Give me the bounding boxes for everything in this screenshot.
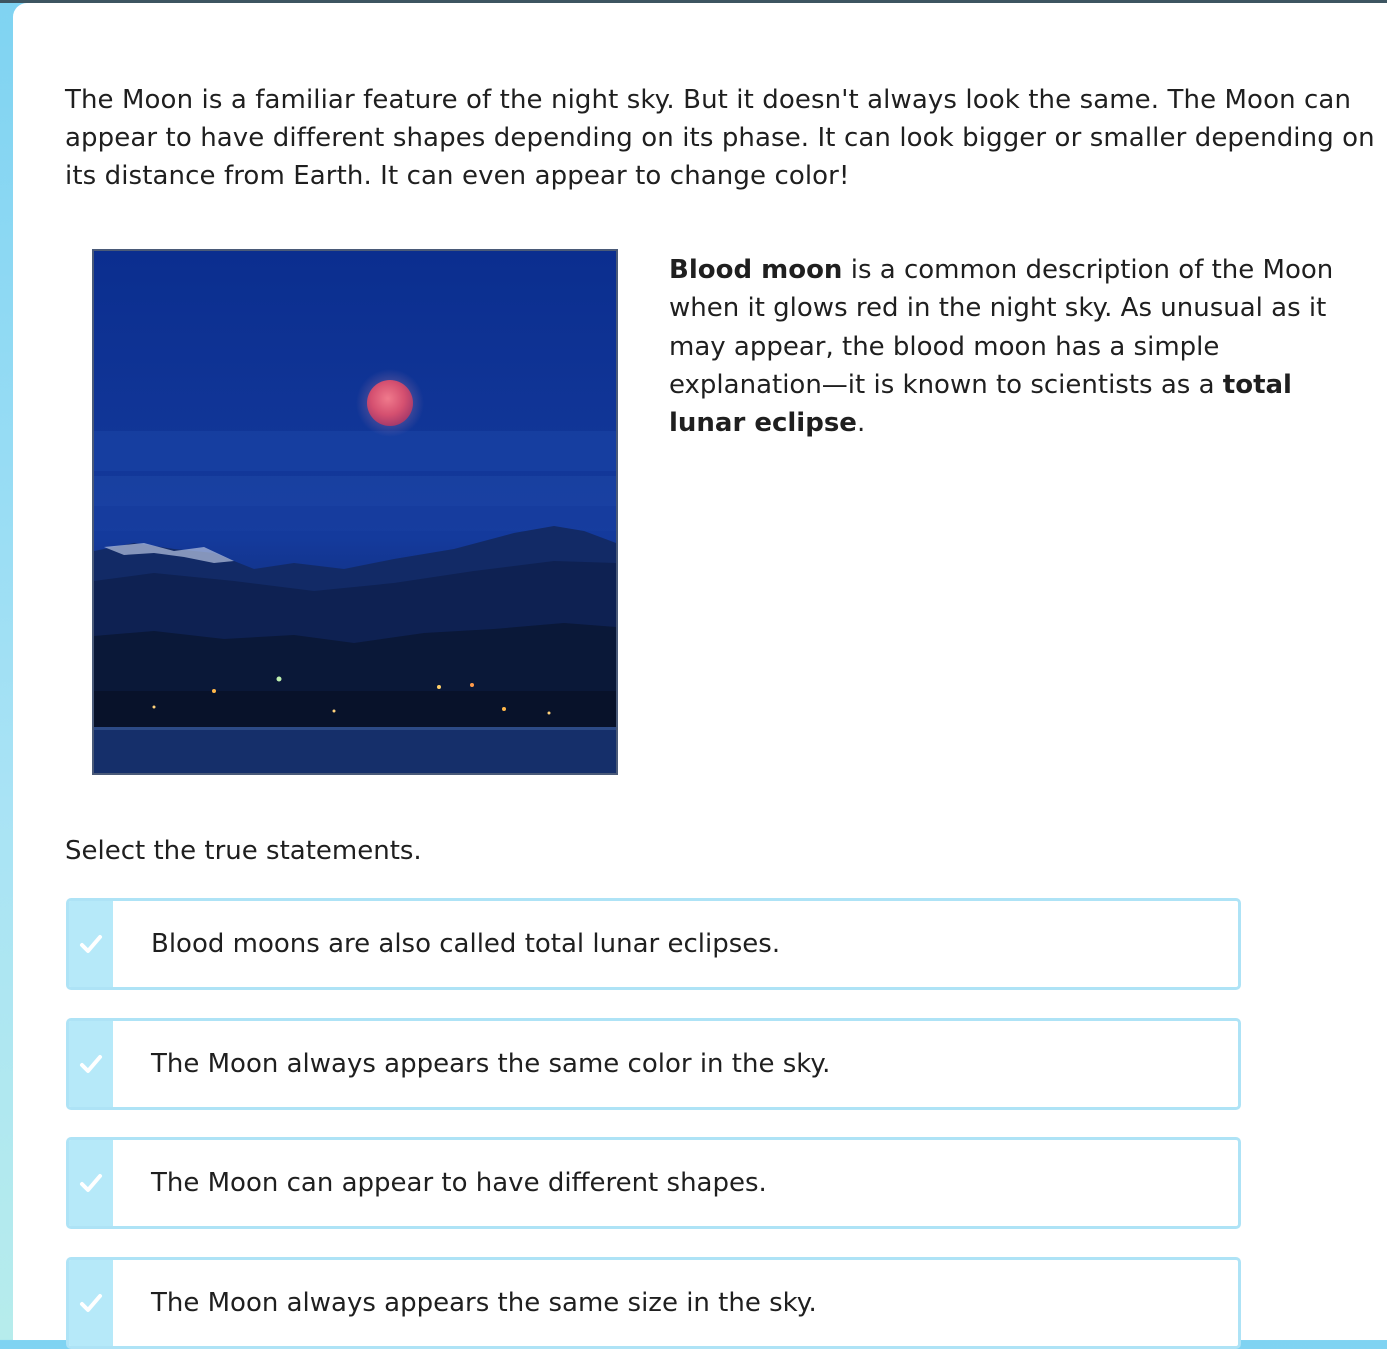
- term-total-lunar-eclipse: total lunar eclipse: [669, 369, 1292, 439]
- question-card: [13, 3, 1387, 1340]
- choice-option[interactable]: [66, 1018, 1241, 1110]
- choice-option[interactable]: [66, 1257, 1241, 1349]
- choice-option[interactable]: [66, 898, 1241, 990]
- blood-moon-description: [669, 251, 1349, 442]
- choice-label: The Moon always appears the same color in the sky.: [151, 1049, 831, 1079]
- check-tab[interactable]: [69, 1260, 113, 1346]
- checkmark-icon: [79, 1292, 103, 1314]
- check-tab[interactable]: [69, 901, 113, 987]
- description-text-1: is a common description of the Moon when it glows red in the night sky. As unusual as it may appear, the blood moon has a simple explanation—it is known to scientists as a: [669, 255, 1334, 400]
- description-text-2: .: [856, 408, 866, 439]
- choice-label: The Moon always appears the same size in the sky.: [151, 1288, 817, 1318]
- question-prompt: Select the true statements.: [65, 836, 422, 866]
- checkmark-icon: [79, 1053, 103, 1075]
- checkmark-icon: [79, 1172, 103, 1194]
- check-tab[interactable]: [69, 1140, 113, 1226]
- check-tab[interactable]: [69, 1021, 113, 1107]
- intro-paragraph: The Moon is a familiar feature of the night sky. But it doesn't always look the same. The Moon can appear to have different shapes depending on its phase. It can look bigger or smaller depending on its distance from Earth. It can even appear to change color!: [65, 85, 1375, 191]
- choice-label: Blood moons are also called total lunar eclipses.: [151, 929, 781, 959]
- choice-label: The Moon can appear to have different shapes.: [151, 1168, 767, 1198]
- blood-moon-photo: [92, 249, 618, 775]
- choice-option[interactable]: [66, 1137, 1241, 1229]
- term-blood-moon: Blood moon: [669, 255, 843, 285]
- checkmark-icon: [79, 933, 103, 955]
